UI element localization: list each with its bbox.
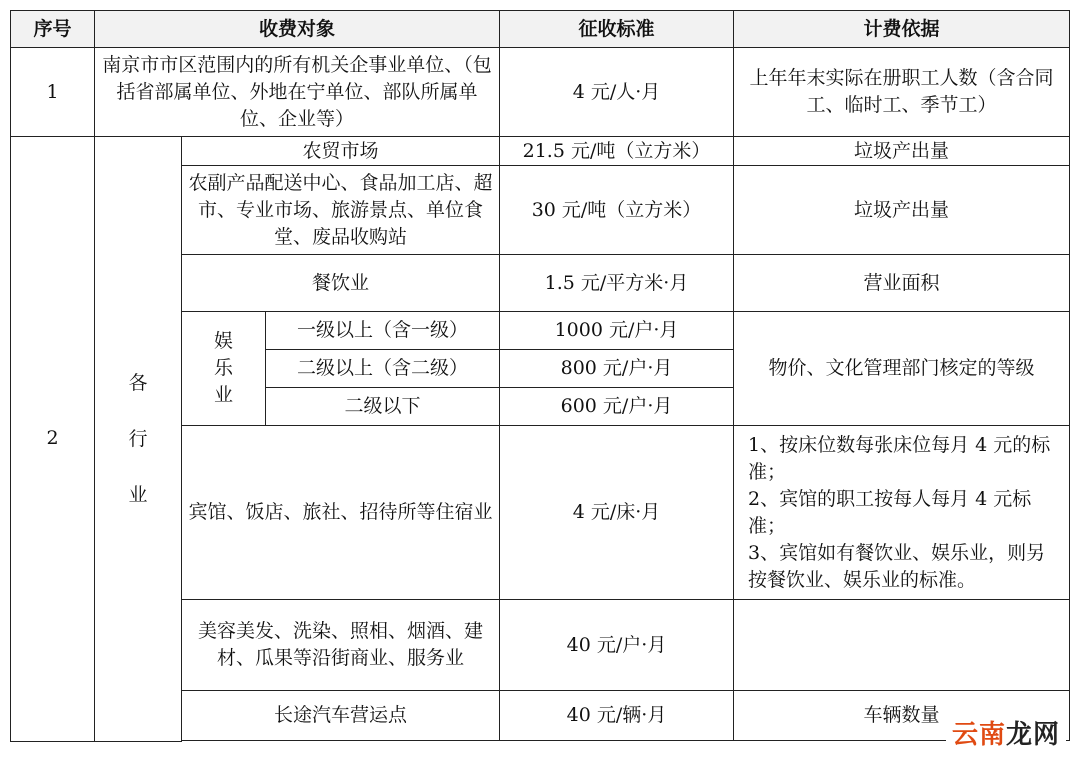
catering-basis: 营业面积 — [734, 255, 1070, 312]
hotel-basis-line-2: 2、宾馆的职工按每人每月 4 元标准； — [748, 487, 1032, 537]
header-target: 收费对象 — [95, 11, 500, 48]
watermark-part-a: 云南 — [951, 720, 1006, 750]
entertainment-basis: 物价、文化管理部门核定的等级 — [734, 312, 1070, 426]
row2-seq: 2 — [11, 137, 95, 742]
street-basis — [734, 600, 1070, 691]
header-row — [11, 11, 1070, 48]
ent-level-3-target: 二级以下 — [266, 388, 500, 426]
hotel-target: 宾馆、饭店、旅社、招待所等住宿业 — [182, 426, 500, 600]
ent-level-3-standard: 600 元/户·月 — [500, 388, 734, 426]
bus-standard: 40 元/辆·月 — [500, 691, 734, 741]
farm-market-basis: 垃圾产出量 — [734, 137, 1070, 166]
bus-target: 长途汽车营运点 — [182, 691, 500, 741]
farm-market-target: 农贸市场 — [182, 137, 500, 166]
ent-level-1-standard: 1000 元/户·月 — [500, 312, 734, 350]
row1-target: 南京市市区范围内的所有机关企事业单位、（包括省部属单位、外地在宁单位、部队所属单位、企业等） — [95, 48, 500, 137]
fee-table — [10, 10, 1070, 742]
distribution-target: 农副产品配送中心、食品加工店、超市、专业市场、旅游景点、单位食堂、废品收购站 — [182, 166, 500, 255]
ent-level-1-target: 一级以上（含一级） — [266, 312, 500, 350]
row2-group-cell — [95, 137, 182, 742]
entertainment-label: 娱乐业 — [213, 330, 233, 406]
hotel-basis-line-1: 1、按床位数每张床位每月 4 元的标准； — [748, 433, 1051, 483]
ent-level-2-standard: 800 元/户·月 — [500, 350, 734, 388]
header-seq: 序号 — [11, 11, 95, 48]
distribution-standard: 30 元/吨（立方米） — [500, 166, 734, 255]
entertainment-label-cell — [182, 312, 266, 426]
header-standard: 征收标准 — [500, 11, 734, 48]
catering-target: 餐饮业 — [182, 255, 500, 312]
hotel-standard: 4 元/床·月 — [500, 426, 734, 600]
distribution-basis: 垃圾产出量 — [734, 166, 1070, 255]
bus-basis: 车辆数量 — [734, 691, 1070, 741]
table-row — [11, 48, 1070, 137]
row1-standard: 4 元/人·月 — [500, 48, 734, 137]
catering-standard: 1.5 元/平方米·月 — [500, 255, 734, 312]
street-standard: 40 元/户·月 — [500, 600, 734, 691]
table-row — [11, 137, 1070, 166]
ent-level-2-target: 二级以上（含二级） — [266, 350, 500, 388]
watermark-part-b: 龙网 — [1005, 720, 1060, 750]
farm-market-standard: 21.5 元/吨（立方米） — [500, 137, 734, 166]
street-target: 美容美发、洗染、照相、烟酒、建材、瓜果等沿街商业、服务业 — [182, 600, 500, 691]
row2-group: 各行业 — [128, 371, 148, 506]
row1-basis: 上年年末实际在册职工人数（含合同工、临时工、季节工） — [734, 48, 1070, 137]
watermark-logo — [946, 712, 1066, 753]
hotel-basis — [734, 426, 1070, 600]
row1-seq: 1 — [11, 48, 95, 137]
header-basis: 计费依据 — [734, 11, 1070, 48]
hotel-basis-line-3: 3、宾馆如有餐饮业、娱乐业，则另按餐饮业、娱乐业的标准。 — [748, 541, 1046, 591]
